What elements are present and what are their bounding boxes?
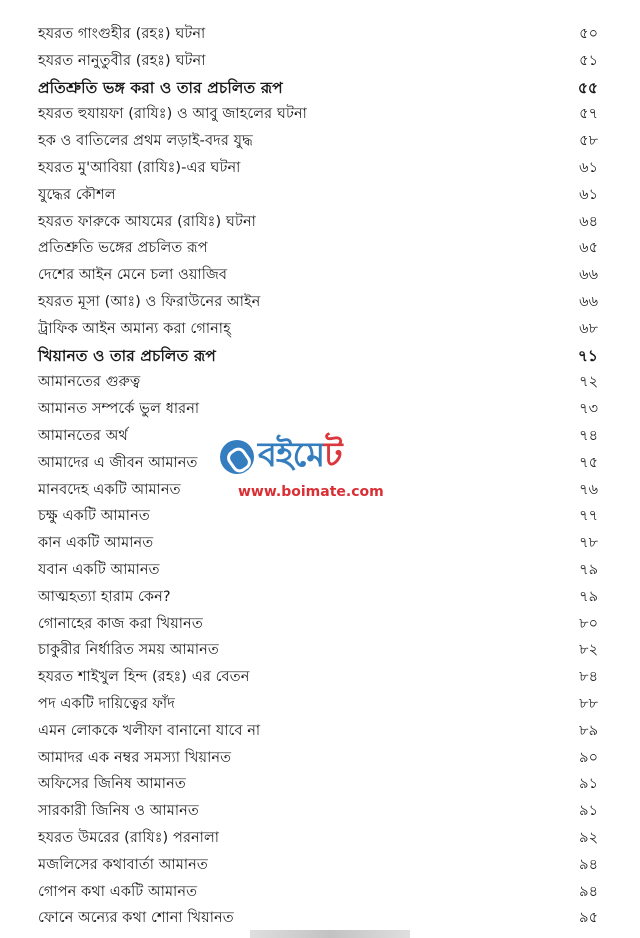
toc-entry — [38, 289, 598, 315]
toc-entry — [38, 396, 598, 422]
toc-entry-page: ৫১ — [579, 52, 598, 69]
toc-entry-title: প্রতিশ্রুতি ভঙ্গের প্রচলিত রূপ — [38, 240, 208, 257]
toc-entry-page: ৮৪ — [579, 669, 598, 686]
toc-entry — [38, 503, 598, 529]
toc-entry-title: আমাদর এক নম্বর সমস্যা খিয়ানত — [38, 749, 232, 766]
toc-entry-page: ৭৮ — [579, 535, 598, 552]
watermark-logo-text: বইমেট — [258, 434, 342, 475]
toc-entry-page: ৬৬ — [579, 294, 598, 310]
toc-entry-page: ৭৬ — [579, 481, 598, 498]
toc-entry-title: আমানত সম্পর্কে ভুল ধারনা — [38, 401, 200, 418]
toc-entry-page: ৭৯ — [579, 562, 598, 578]
toc-entry-title: আমানতের গুরুত্ব — [38, 374, 141, 391]
toc-entry-page: ৬৫ — [579, 240, 598, 257]
toc-entry-page: ৮৮ — [579, 696, 598, 712]
toc-entry — [38, 852, 598, 878]
toc-entry — [38, 718, 598, 744]
toc-entry — [38, 155, 598, 181]
toc-entry-page: ৭৩ — [579, 401, 598, 418]
toc-entry-title: দেশের আইন মেনে চলা ওয়াজিব — [38, 267, 228, 284]
toc-entry-page: ৬৬ — [579, 267, 598, 284]
toc-entry-title: হযরত গাংগুহীর (রহঃ) ঘটনা — [38, 26, 206, 42]
toc-entry-title: হযরত উমরের (রাযিঃ) পরনালা — [38, 830, 220, 846]
toc-entry-title: হযরত ফারুকে আযমের (রাযিঃ) ঘটনা — [38, 213, 256, 230]
toc-entry — [38, 423, 598, 449]
toc-entry-title: হক ও বাতিলের প্রথম লড়াই-বদর যুদ্ধ — [38, 133, 253, 150]
toc-entry — [38, 691, 598, 717]
toc-entry-title: মজলিসের কথাবার্তা আমানত — [38, 856, 208, 873]
toc-entry — [38, 879, 598, 905]
toc-entry — [38, 182, 598, 208]
toc-entry-page: ৮২ — [579, 642, 598, 659]
toc-entry — [38, 664, 598, 690]
toc-entry — [38, 128, 598, 154]
toc-entry-title: যুদ্ধের কৌশল — [38, 186, 116, 203]
toc-entry-page: ৯৫ — [579, 910, 598, 927]
toc-entry-page: ৭৫ — [579, 454, 598, 471]
toc-entry-title: গোপন কথা একটি আমানত — [38, 883, 198, 900]
toc-entry-page: ৯২ — [579, 830, 598, 846]
toc-entry-title: আমানতের অর্থ — [38, 428, 128, 444]
toc-entry-page: ৫৭ — [579, 106, 598, 123]
toc-entry — [38, 637, 598, 663]
toc-entry-page: ৬৪ — [579, 213, 598, 230]
toc-entry — [38, 101, 598, 127]
toc-entry-title: গোনাহের কাজ করা খিয়ানত — [38, 615, 203, 632]
toc-entry-title: অফিসের জিনিষ আমানত — [38, 776, 186, 793]
toc-entry — [38, 557, 598, 583]
toc-entry-title: আমাদের এ জীবন আমানত — [38, 454, 198, 471]
toc-entry-page: ৫০ — [579, 26, 598, 42]
toc-entry — [38, 584, 598, 610]
toc-entry-title: মানবদেহ একটি আমানত — [38, 481, 181, 498]
toc-entry-title: খিয়ানত ও তার প্রচলিত রূপ — [38, 346, 216, 365]
toc-entry-page: ৫৫ — [577, 78, 598, 97]
toc-entry-title: হযরত নানুতুবীর (রহঃ) ঘটনা — [38, 52, 206, 69]
toc-entry — [38, 262, 598, 288]
toc-entry-page: ৭২ — [579, 374, 598, 391]
toc-entry-page: ৬৮ — [579, 320, 598, 337]
toc-entry-title: প্রতিশ্রুতি ভঙ্গ করা ও তার প্রচলিত রূপ — [38, 78, 283, 97]
toc-entry-title: সারকারী জিনিষ ও আমানত — [38, 803, 199, 820]
toc-entry-title: হযরত হুযায়ফা (রাযিঃ) ও আবু জাহলের ঘটনা — [38, 106, 307, 123]
toc-entry-page: ৯১ — [579, 776, 598, 793]
toc-entry — [38, 21, 598, 47]
toc-entry-page: ৫৮ — [579, 133, 598, 150]
toc-entry-title: চক্ষু একটি আমানত — [38, 508, 150, 525]
toc-entry-page: ৯০ — [579, 749, 598, 766]
toc-entry — [38, 905, 598, 931]
toc-entry-title: আত্মহত্যা হারাম কেন? — [38, 588, 171, 605]
toc-entry-title: হযরত শাইখুল হিন্দ (রহঃ) এর বেতন — [38, 669, 250, 686]
toc-entry — [38, 48, 598, 74]
toc-entry-title: চাকুরীর নির্ধারিত সময় আমানত — [38, 642, 219, 659]
toc-entry-page: ৮৯ — [579, 722, 598, 739]
toc-entry — [38, 745, 598, 771]
toc-entry — [38, 798, 598, 824]
toc-entry-page: ৭৯ — [579, 588, 598, 605]
toc-entry — [38, 343, 598, 369]
toc-entry-title: হযরত মু'আবিয়া (রাযিঃ)-এর ঘটনা — [38, 160, 241, 176]
toc-entry-page: ৯৪ — [579, 856, 598, 873]
toc-entry-title: যবান একটি আমানত — [38, 562, 160, 578]
toc-entry — [38, 611, 598, 637]
toc-entry-page: ৯৪ — [579, 883, 598, 900]
toc-entry-page: ৭৪ — [579, 428, 598, 444]
toc-entry-page: ৭৭ — [579, 508, 598, 525]
toc-entry — [38, 235, 598, 261]
toc-entry-page: ৮০ — [579, 615, 598, 632]
toc-entry-title: হযরত মূসা (আঃ) ও ফিরাউনের আইন — [38, 294, 261, 310]
toc-entry-page: ৬১ — [579, 160, 598, 176]
toc-entry-title: ট্রাফিক আইন অমান্য করা গোনাহ্ — [38, 320, 231, 337]
toc-entry — [38, 530, 598, 556]
toc-entry — [38, 316, 598, 342]
toc-entry-page: ৬১ — [579, 186, 598, 203]
toc-entry — [38, 450, 598, 476]
bottom-scan-strip — [250, 930, 410, 938]
toc-entry-page: ৭১ — [577, 346, 598, 365]
toc-entry-page: ৯১ — [579, 803, 598, 820]
toc-entry-title: এমন লোককে খলীফা বানানো যাবে না — [38, 722, 261, 739]
toc-entry — [38, 477, 598, 503]
toc-entry — [38, 369, 598, 395]
toc-entry-title: পদ একটি দায়িত্বের ফাঁদ — [38, 696, 175, 712]
toc-entry-title: কান একটি আমানত — [38, 535, 154, 552]
toc-entry — [38, 771, 598, 797]
watermark-url: www.boimate.com — [238, 484, 384, 500]
toc-entry — [38, 75, 598, 101]
toc-entry-title: ফোনে অন্যের কথা শোনা খিয়ানত — [38, 910, 234, 927]
toc-entry — [38, 825, 598, 851]
toc-entry — [38, 209, 598, 235]
